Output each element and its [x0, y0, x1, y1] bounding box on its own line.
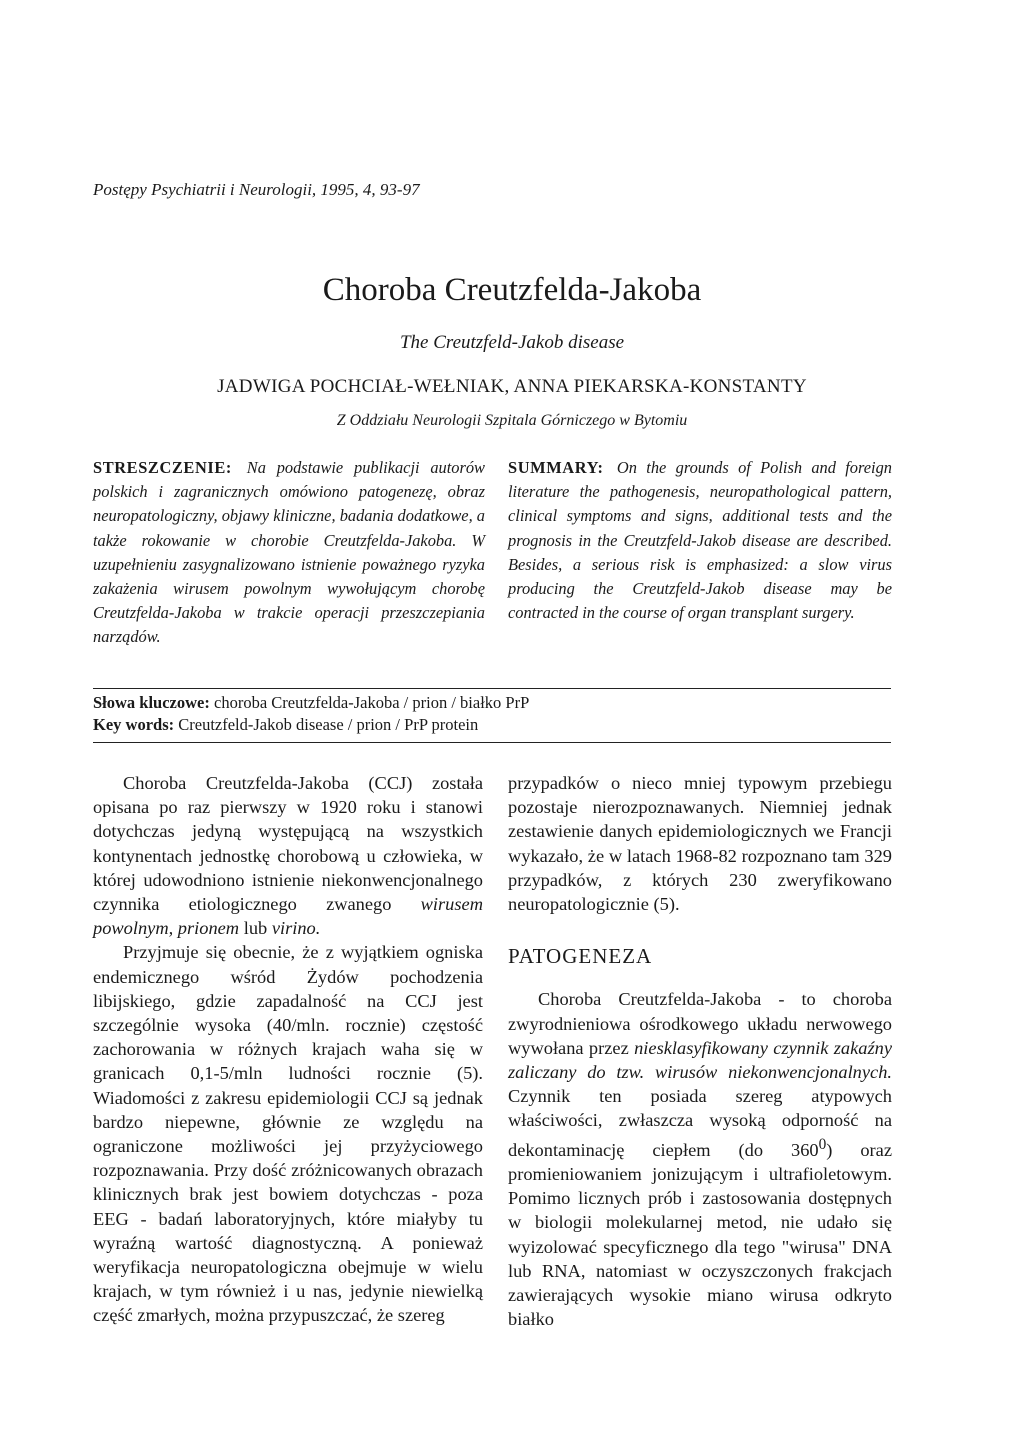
body-paragraph-4 — [508, 987, 892, 1331]
keywords-polish — [93, 692, 529, 714]
degree-superscript: 0 — [818, 1135, 827, 1153]
divider-bottom — [93, 742, 891, 743]
affiliation: Z Oddziału Neurologii Szpitala Górniczego w Bytomiu — [336, 412, 688, 429]
abstract-english-label: SUMMARY: — [508, 458, 604, 477]
keywords-english-text: Creutzfeld-Jakob disease / prion / PrP protein — [178, 715, 479, 734]
abstract-english-text: On the grounds of Polish and foreign literature the pathogenesis, neuropathological pattern, clinical symptoms and signs, additional tests and the prognosis in the Creutzfeld-Jakob disease are described. Besides, a serious risk is emphasized: a slow virus producing the Creutzfeld-Jakob disease may be contracted in the course of organ transplant surgery. — [508, 458, 892, 623]
keywords-block — [93, 692, 529, 736]
abstract-polish-label: STRESZCZENIE: — [93, 458, 232, 477]
body-paragraph-2: Przyjmuje się obecnie, że z wyjątkiem ogniska endemicznego wśród Żydów pochodzenia libijskiego, gdzie zapadalność na CCJ jest szczególnie wysoka (40/mln. rocznie) częstość zachorowania w różnych krajach waha się w granicach 0,1-5/mln ludności rocznie (5). Wiadomości z zakresu epidemiologii CCJ są jednak bardzo niepewne, głównie ze względu na ograniczone możliwości jej przyżyciowego rozpoznawania. Przy dość zróżnicowanych obrazach klinicznych brak jest bowiem dotychczas - poza EEG - badań laboratoryjnych, które miałyby tu wyraźną wartość diagnostyczną. A ponieważ weryfikacja neuropatologiczna obejmuje w wielu krajach, w tym również i u nas, jedynie niewielką część zmarłych, można przypuszczać, że szereg — [93, 942, 483, 1326]
abstract-polish-text: Na podstawie publikacji autorów polskich i zagranicznych omówiono patogenezę, obraz neuropatologiczny, objawy kliniczne, badania dodatkowe, a także rokowanie w chorobie Creutzfelda-Jakoba. W uzupełnieniu zasygnalizowano istnienie poważnego ryzyka zakażenia wirusem powolnym wywołującym chorobę Creutzfelda-Jakoba w trakcie operacji przeszczepiania narządów. — [93, 458, 485, 647]
article-subtitle: The Creutzfeld-Jakob disease — [399, 332, 625, 353]
abstract-english — [508, 456, 892, 625]
body-paragraph-4-text-b: Czynnik ten posiada szereg atypowych właściwości, zwłaszcza wysoką odporność na dekontaminację ciepłem (do 360 — [508, 1086, 892, 1160]
keywords-polish-label: Słowa kluczowe: — [93, 693, 210, 712]
section-heading: PATOGENEZA — [508, 944, 653, 969]
article-title: Choroba Creutzfelda-Jakoba — [322, 272, 702, 308]
body-paragraph-1 — [93, 771, 483, 940]
keywords-english — [93, 714, 529, 736]
body-paragraph-1-conjunction: lub — [243, 918, 268, 939]
body-paragraph-4-text-c: ) oraz promieniowaniem jonizującym i ultrafioletowym. Pomimo licznych prób i zastosowania dostępnych w biologii molekularnej metod, nie udało się wyizolować specyficznego dla tego "wirusa" DNA lub RNA, natomiast w oczyszczonych frakcjach zawierających wysokie miano wirusa odkryto białko — [508, 1139, 892, 1330]
journal-citation: Postępy Psychiatrii i Neurologii, 1995, 4, 93-97 — [93, 180, 420, 199]
keywords-english-label: Key words: — [93, 715, 175, 734]
body-paragraph-1-emphasis-2: virino. — [271, 918, 321, 939]
body-paragraph-1-emphasis: wirusem powolnym, prionem — [93, 894, 483, 939]
body-paragraph-4-emphasis: niesklasyfikowany czynnik zakaźny zaliczany do tzw. wirusów niekonwencjonalnych. — [508, 1037, 892, 1083]
body-paragraph-4-text-a: Choroba Creutzfelda-Jakoba - to choroba zwyrodnieniowa ośrodkowego układu nerwowego wywołana przez — [508, 989, 892, 1058]
body-paragraph-1-text: Choroba Creutzfelda-Jakoba (CCJ) została opisana po raz pierwszy w 1920 roku i stanowi dotychczas jedyną występującą na wszystkich kontynentach jednostkę chorobową u człowieka, w której udowodniono istnienie niekonwencjonalnego czynnika etiologicznego zwanego — [93, 773, 483, 915]
body-paragraph-3: przypadków o nieco mniej typowym przebiegu pozostaje nierozpoznawanych. Niemniej jednak zestawienie danych epidemiologicznych we Francji wykazało, że w latach 1968-82 rozpoznano tam 329 przypadków, z których 230 zweryfikowano neuropatologicznie (5). — [508, 773, 892, 915]
body-column-right — [508, 771, 892, 1331]
divider-top — [93, 688, 891, 689]
body-column-left — [93, 771, 483, 1328]
keywords-polish-text: choroba Creutzfelda-Jakoba / prion / białko PrP — [214, 693, 530, 712]
abstract-polish — [93, 456, 485, 650]
authors: JADWIGA POCHCIAŁ-WEŁNIAK, ANNA PIEKARSKA-KONSTANTY — [217, 376, 807, 397]
